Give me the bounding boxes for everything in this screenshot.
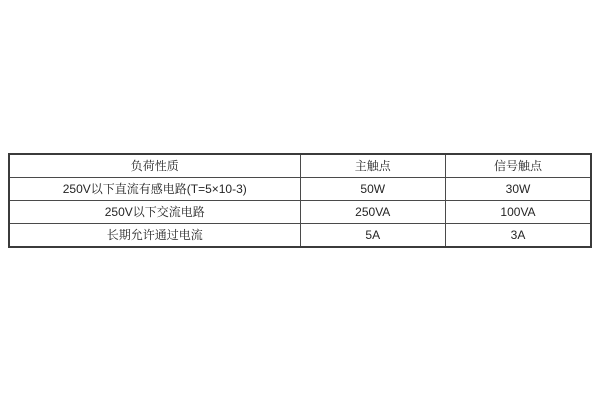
table-row — [9, 178, 591, 201]
table-row — [9, 201, 591, 224]
contact-rating-table — [8, 153, 592, 248]
header-cell-main-contact: 主触点 — [300, 154, 446, 178]
header-cell-load-type: 负荷性质 — [9, 154, 300, 178]
cell-load-type: 250V以下交流电路 — [9, 201, 300, 224]
cell-main-contact-value: 250VA — [300, 201, 446, 224]
cell-signal-contact-value: 100VA — [446, 201, 592, 224]
cell-signal-contact-value: 30W — [446, 178, 592, 201]
cell-main-contact-value: 50W — [300, 178, 446, 201]
table-header-row — [9, 154, 591, 178]
header-cell-signal-contact: 信号触点 — [446, 154, 592, 178]
cell-main-contact-value: 5A — [300, 224, 446, 248]
cell-signal-contact-value: 3A — [446, 224, 592, 248]
table-row — [9, 224, 591, 248]
cell-load-type: 250V以下直流有感电路(T=5×10-3) — [9, 178, 300, 201]
contact-rating-table-container — [8, 153, 592, 248]
cell-load-type: 长期允许通过电流 — [9, 224, 300, 248]
